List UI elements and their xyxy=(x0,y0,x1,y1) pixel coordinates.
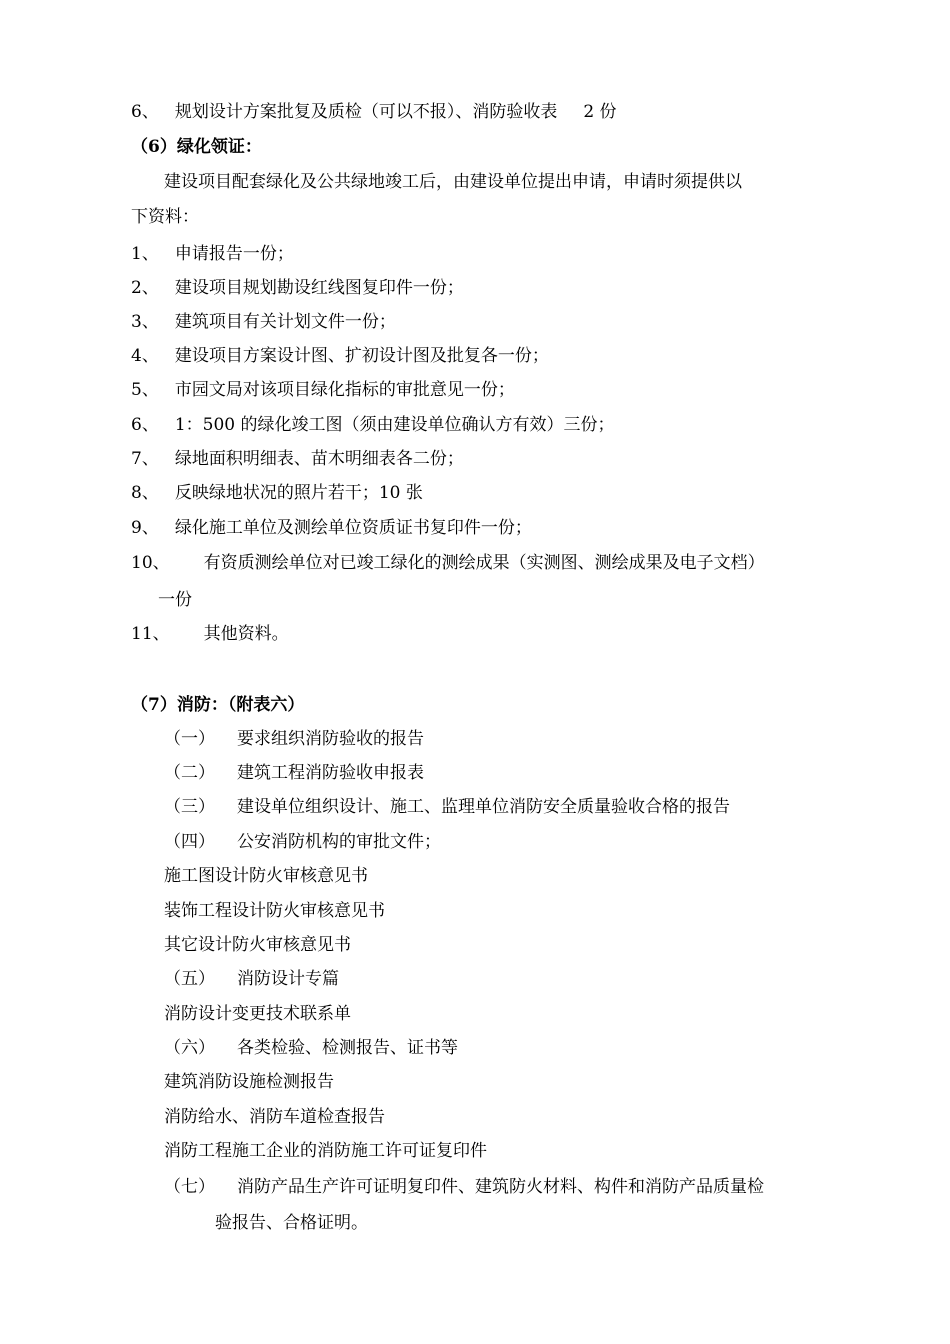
item-text: 1：500 的绿化竣工图（须由建设单位确认方有效）三份； xyxy=(174,415,615,435)
greening-item xyxy=(131,413,615,437)
fire-sub-line: 装饰工程设计防火审核意见书 xyxy=(164,901,385,921)
item-number: 3、 xyxy=(131,312,159,332)
fire-sub-line: 消防设计变更技术联系单 xyxy=(164,1004,351,1024)
item-number: （七） xyxy=(164,1177,215,1197)
item-number: 5、 xyxy=(131,380,159,400)
item-text: 其他资料。 xyxy=(203,624,289,644)
item-text: 建设项目规划勘设红线图复印件一份； xyxy=(174,278,464,298)
item-number: （二） xyxy=(164,763,215,783)
item-number: 1、 xyxy=(131,244,159,264)
fire-line xyxy=(164,967,339,991)
item-text: 绿化施工单位及测绘单位资质证书复印件一份； xyxy=(174,518,532,538)
greening-item xyxy=(131,344,549,368)
greening-item xyxy=(131,447,464,471)
fire-heading: （7）消防：（附表六） xyxy=(131,695,305,715)
greening-item xyxy=(131,516,532,540)
fire-line xyxy=(164,795,730,819)
item-text: 规划设计方案批复及质检（可以不报）、消防验收表 xyxy=(174,102,558,122)
item-number: 6、 xyxy=(131,102,159,122)
item-text: 申请报告一份； xyxy=(174,244,294,264)
greening-item xyxy=(131,242,294,266)
item-text: 各类检验、检测报告、证书等 xyxy=(237,1038,458,1058)
item-number: 6、 xyxy=(131,415,159,435)
greening-item xyxy=(131,481,423,505)
greening-intro-line-2: 下资料： xyxy=(131,207,199,227)
item-number: 10、 xyxy=(131,553,170,573)
fire-line xyxy=(164,830,441,854)
item-text: 建筑项目有关计划文件一份； xyxy=(174,312,396,332)
item-text: 消防设计专篇 xyxy=(237,969,339,989)
item-text: 绿地面积明细表、苗木明细表各二份； xyxy=(174,449,464,469)
greening-item xyxy=(131,378,515,402)
item-text: 公安消防机构的审批文件； xyxy=(237,832,441,852)
fire-sub-line: 消防给水、消防车道检查报告 xyxy=(164,1107,385,1127)
fire-sub-line: 建筑消防设施检测报告 xyxy=(164,1072,334,1092)
fire-sub-line: 其它设计防火审核意见书 xyxy=(164,935,351,955)
item-number: 4、 xyxy=(131,346,159,366)
fire-sub-line: 施工图设计防火审核意见书 xyxy=(164,866,368,886)
fire-line-continuation: 验报告、合格证明。 xyxy=(215,1213,368,1233)
item-number: 11、 xyxy=(131,624,170,644)
fire-line xyxy=(164,1175,764,1199)
item-number: （四） xyxy=(164,832,215,852)
fire-line xyxy=(164,761,424,785)
greening-item xyxy=(131,622,289,646)
item-text: 市园文局对该项目绿化指标的审批意见一份； xyxy=(174,380,515,400)
item-number: （一） xyxy=(164,729,215,749)
item-number: （六） xyxy=(164,1038,215,1058)
fire-line xyxy=(164,1036,458,1060)
item-text: 要求组织消防验收的报告 xyxy=(237,729,424,749)
greening-item xyxy=(131,276,464,300)
item-copies: 2 份 xyxy=(583,102,617,122)
item-number: 8、 xyxy=(131,483,159,503)
item-text: 反映绿地状况的照片若干；10 张 xyxy=(174,483,423,503)
item-number: 2、 xyxy=(131,278,159,298)
item-number: 9、 xyxy=(131,518,159,538)
item-number: （三） xyxy=(164,797,215,817)
item-number: （五） xyxy=(164,969,215,989)
item-text: 消防产品生产许可证明复印件、建筑防火材料、构件和消防产品质量检 xyxy=(237,1177,764,1197)
greening-item xyxy=(131,310,396,334)
greening-heading: （6）绿化领证： xyxy=(131,137,262,157)
greening-item-continuation: 一份 xyxy=(158,590,192,610)
top-list-item xyxy=(131,100,617,124)
item-text: 有资质测绘单位对已竣工绿化的测绘成果（实测图、测绘成果及电子文档） xyxy=(203,553,765,573)
greening-item xyxy=(131,551,765,575)
greening-intro-line-1: 建设项目配套绿化及公共绿地竣工后，由建设单位提出申请，申请时须提供以 xyxy=(164,172,742,192)
item-text: 建筑工程消防验收申报表 xyxy=(237,763,424,783)
fire-sub-line: 消防工程施工企业的消防施工许可证复印件 xyxy=(164,1141,487,1161)
item-text: 建设项目方案设计图、扩初设计图及批复各一份； xyxy=(174,346,549,366)
fire-line xyxy=(164,727,424,751)
item-number: 7、 xyxy=(131,449,159,469)
item-text: 建设单位组织设计、施工、监理单位消防安全质量验收合格的报告 xyxy=(237,797,730,817)
